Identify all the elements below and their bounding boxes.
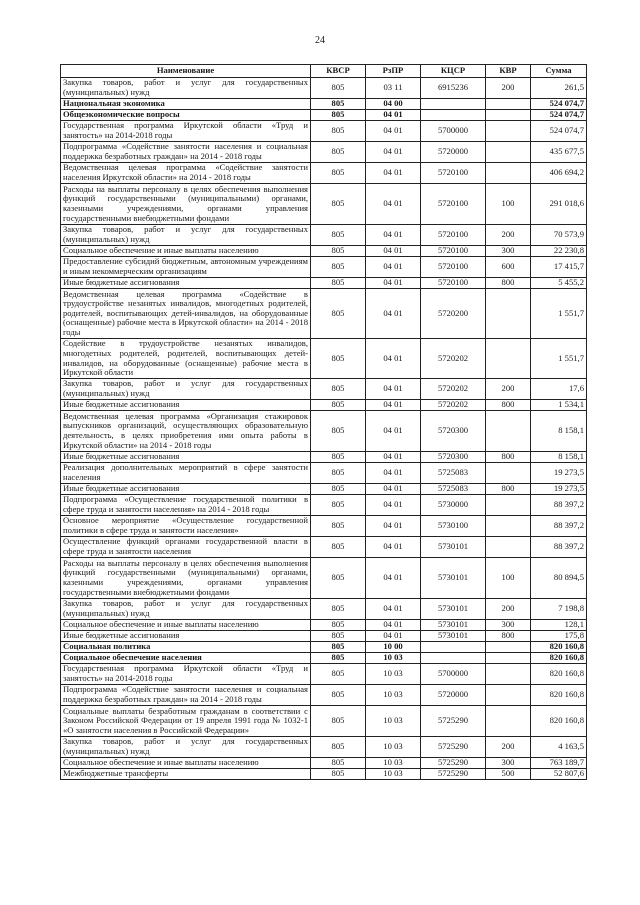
cell-sum: 1 534,1 bbox=[531, 400, 587, 411]
table-row bbox=[61, 685, 587, 706]
cell-kvr: 200 bbox=[486, 599, 531, 620]
cell-kcsr bbox=[421, 110, 486, 121]
cell-rzpr: 04 01 bbox=[366, 121, 421, 142]
cell-sum: 70 573,9 bbox=[531, 225, 587, 246]
table-header-row bbox=[61, 65, 587, 78]
cell-kvr bbox=[486, 142, 531, 163]
cell-kvsr: 805 bbox=[311, 289, 366, 339]
cell-name: Осуществление функций органами государственной власти в сфере труда и занятости населения bbox=[61, 537, 311, 558]
table-row bbox=[61, 642, 587, 653]
cell-kvr bbox=[486, 163, 531, 184]
cell-sum: 17,6 bbox=[531, 379, 587, 400]
cell-name: Социальное обеспечение и иные выплаты населению bbox=[61, 246, 311, 257]
cell-kvsr: 805 bbox=[311, 769, 366, 780]
cell-rzpr: 04 01 bbox=[366, 463, 421, 484]
cell-name: Общеэкономические вопросы bbox=[61, 110, 311, 121]
cell-kvsr: 805 bbox=[311, 706, 366, 737]
cell-kvsr: 805 bbox=[311, 184, 366, 225]
cell-kvsr: 805 bbox=[311, 495, 366, 516]
cell-kcsr: 5730101 bbox=[421, 620, 486, 631]
cell-name: Содействие в трудоустройстве незанятых инвалидов, многодетных родителей, родителей, воспитывающих детей-инвалидов, на оборудованные (оснащенные) рабочие места в Иркутской области bbox=[61, 339, 311, 379]
cell-kvr: 800 bbox=[486, 452, 531, 463]
cell-kvsr: 805 bbox=[311, 110, 366, 121]
cell-rzpr: 04 01 bbox=[366, 537, 421, 558]
cell-kcsr: 5720000 bbox=[421, 142, 486, 163]
cell-kvr bbox=[486, 121, 531, 142]
cell-kvr: 100 bbox=[486, 184, 531, 225]
cell-name: Социальное обеспечение населения bbox=[61, 653, 311, 664]
cell-sum: 7 198,8 bbox=[531, 599, 587, 620]
cell-sum: 820 160,8 bbox=[531, 664, 587, 685]
cell-name: Иные бюджетные ассигнования bbox=[61, 400, 311, 411]
cell-kvr bbox=[486, 411, 531, 452]
table-row bbox=[61, 110, 587, 121]
cell-kvsr: 805 bbox=[311, 121, 366, 142]
cell-name: Закупка товаров, работ и услуг для государственных (муниципальных) нужд bbox=[61, 737, 311, 758]
table-row bbox=[61, 400, 587, 411]
cell-kvr bbox=[486, 642, 531, 653]
table-row bbox=[61, 516, 587, 537]
cell-sum: 88 397,2 bbox=[531, 516, 587, 537]
cell-rzpr: 04 01 bbox=[366, 484, 421, 495]
cell-rzpr: 04 01 bbox=[366, 599, 421, 620]
cell-kvsr: 805 bbox=[311, 452, 366, 463]
cell-name: Реализация дополнительных мероприятий в сфере занятости населения bbox=[61, 463, 311, 484]
cell-kvr: 300 bbox=[486, 758, 531, 769]
cell-rzpr: 10 03 bbox=[366, 706, 421, 737]
cell-rzpr: 04 01 bbox=[366, 558, 421, 599]
cell-name: Закупка товаров, работ и услуг для государственных (муниципальных) нужд bbox=[61, 225, 311, 246]
cell-kcsr: 5720100 bbox=[421, 184, 486, 225]
cell-kvsr: 805 bbox=[311, 246, 366, 257]
cell-rzpr: 04 01 bbox=[366, 620, 421, 631]
cell-rzpr: 04 01 bbox=[366, 452, 421, 463]
cell-kvsr: 805 bbox=[311, 99, 366, 110]
cell-kcsr: 5725083 bbox=[421, 463, 486, 484]
cell-kvsr: 805 bbox=[311, 642, 366, 653]
cell-rzpr: 04 01 bbox=[366, 411, 421, 452]
header-name: Наименование bbox=[61, 65, 311, 78]
table-row bbox=[61, 620, 587, 631]
cell-kcsr: 6915236 bbox=[421, 78, 486, 99]
cell-sum: 8 158,1 bbox=[531, 411, 587, 452]
cell-sum: 19 273,5 bbox=[531, 463, 587, 484]
table-row bbox=[61, 142, 587, 163]
table-row bbox=[61, 631, 587, 642]
cell-kvsr: 805 bbox=[311, 278, 366, 289]
cell-name: Иные бюджетные ассигнования bbox=[61, 484, 311, 495]
cell-name: Подпрограмма «Содействие занятости населения и социальная поддержка безработных граждан» на 2014 - 2018 годы bbox=[61, 685, 311, 706]
cell-kcsr: 5720202 bbox=[421, 379, 486, 400]
cell-kvsr: 805 bbox=[311, 484, 366, 495]
table-row bbox=[61, 599, 587, 620]
header-rzpr: РзПР bbox=[366, 65, 421, 78]
cell-kcsr bbox=[421, 653, 486, 664]
cell-sum: 80 894,5 bbox=[531, 558, 587, 599]
cell-kcsr bbox=[421, 642, 486, 653]
cell-kvr: 500 bbox=[486, 769, 531, 780]
cell-kcsr: 5730101 bbox=[421, 558, 486, 599]
table-row bbox=[61, 706, 587, 737]
cell-name: Закупка товаров, работ и услуг для государственных (муниципальных) нужд bbox=[61, 379, 311, 400]
cell-kvr: 100 bbox=[486, 558, 531, 599]
table-row bbox=[61, 163, 587, 184]
cell-sum: 261,5 bbox=[531, 78, 587, 99]
cell-kvr bbox=[486, 653, 531, 664]
table-row bbox=[61, 769, 587, 780]
table-row bbox=[61, 339, 587, 379]
cell-kvsr: 805 bbox=[311, 631, 366, 642]
cell-rzpr: 04 01 bbox=[366, 631, 421, 642]
cell-kcsr: 5720100 bbox=[421, 278, 486, 289]
header-kcsr: КЦСР bbox=[421, 65, 486, 78]
cell-kvsr: 805 bbox=[311, 225, 366, 246]
cell-kvr: 200 bbox=[486, 379, 531, 400]
cell-name: Государственная программа Иркутской области «Труд и занятость» на 2014-2018 годы bbox=[61, 121, 311, 142]
cell-sum: 5 455,2 bbox=[531, 278, 587, 289]
cell-rzpr: 10 03 bbox=[366, 758, 421, 769]
cell-kcsr: 5720300 bbox=[421, 452, 486, 463]
cell-kcsr: 5725083 bbox=[421, 484, 486, 495]
cell-kvr bbox=[486, 706, 531, 737]
cell-rzpr: 10 03 bbox=[366, 664, 421, 685]
cell-name: Подпрограмма «Содействие занятости населения и социальная поддержка безработных граждан» на 2014 - 2018 годы bbox=[61, 142, 311, 163]
cell-kvsr: 805 bbox=[311, 758, 366, 769]
cell-name: Социальное обеспечение и иные выплаты населению bbox=[61, 758, 311, 769]
table-row bbox=[61, 257, 587, 278]
cell-kvsr: 805 bbox=[311, 463, 366, 484]
table-row bbox=[61, 653, 587, 664]
cell-kvr bbox=[486, 99, 531, 110]
cell-sum: 19 273,5 bbox=[531, 484, 587, 495]
cell-rzpr: 04 01 bbox=[366, 516, 421, 537]
cell-kvr: 800 bbox=[486, 631, 531, 642]
cell-sum: 88 397,2 bbox=[531, 495, 587, 516]
cell-kvr bbox=[486, 516, 531, 537]
cell-rzpr: 04 01 bbox=[366, 278, 421, 289]
cell-kcsr: 5720200 bbox=[421, 289, 486, 339]
cell-kvsr: 805 bbox=[311, 653, 366, 664]
cell-sum: 406 694,2 bbox=[531, 163, 587, 184]
cell-kvsr: 805 bbox=[311, 685, 366, 706]
cell-kvr bbox=[486, 110, 531, 121]
cell-sum: 820 160,8 bbox=[531, 642, 587, 653]
cell-name: Иные бюджетные ассигнования bbox=[61, 278, 311, 289]
cell-kcsr: 5725290 bbox=[421, 769, 486, 780]
cell-rzpr: 04 01 bbox=[366, 142, 421, 163]
cell-kvr: 600 bbox=[486, 257, 531, 278]
cell-sum: 524 074,7 bbox=[531, 99, 587, 110]
cell-name: Основное мероприятие «Осуществление государственной политики в сфере труда и занятости населения» bbox=[61, 516, 311, 537]
cell-kcsr: 5720100 bbox=[421, 225, 486, 246]
cell-sum: 763 189,7 bbox=[531, 758, 587, 769]
cell-sum: 820 160,8 bbox=[531, 706, 587, 737]
cell-kcsr: 5725290 bbox=[421, 758, 486, 769]
cell-rzpr: 10 03 bbox=[366, 653, 421, 664]
cell-name: Ведомственная целевая программа «Содействие в трудоустройстве незанятых инвалидов, многодетных родителей, родителей, воспитывающих детей-инвалидов, на оборудованные (оснащенные) рабочие места в Иркутской области» на 2014 - 2018 годы bbox=[61, 289, 311, 339]
cell-name: Закупка товаров, работ и услуг для государственных (муниципальных) нужд bbox=[61, 599, 311, 620]
header-kvsr: КВСР bbox=[311, 65, 366, 78]
table-body bbox=[61, 78, 587, 780]
table-row bbox=[61, 495, 587, 516]
table-row bbox=[61, 278, 587, 289]
table-row bbox=[61, 558, 587, 599]
table-row bbox=[61, 225, 587, 246]
cell-rzpr: 04 01 bbox=[366, 184, 421, 225]
cell-kcsr: 5720000 bbox=[421, 685, 486, 706]
cell-rzpr: 10 03 bbox=[366, 685, 421, 706]
cell-kvsr: 805 bbox=[311, 620, 366, 631]
cell-kvsr: 805 bbox=[311, 379, 366, 400]
cell-kcsr: 5730101 bbox=[421, 631, 486, 642]
cell-name: Расходы на выплаты персоналу в целях обеспечения выполнения функций государственными (муниципальными) органами, казенными учреждениями, органами управления государственными внебюджетными фондами bbox=[61, 558, 311, 599]
cell-sum: 88 397,2 bbox=[531, 537, 587, 558]
cell-kvr: 300 bbox=[486, 246, 531, 257]
cell-sum: 8 158,1 bbox=[531, 452, 587, 463]
cell-name: Социальное обеспечение и иные выплаты населению bbox=[61, 620, 311, 631]
cell-rzpr: 04 01 bbox=[366, 495, 421, 516]
cell-kcsr bbox=[421, 99, 486, 110]
cell-kvr bbox=[486, 537, 531, 558]
table-row bbox=[61, 537, 587, 558]
cell-kvsr: 805 bbox=[311, 537, 366, 558]
cell-sum: 1 551,7 bbox=[531, 339, 587, 379]
table-row bbox=[61, 452, 587, 463]
cell-name: Ведомственная целевая программа «Организация стажировок выпускников организаций, осуществляющих образовательную деятельность, в целях приобретения ими опыта работы в Иркутской области» на 2014 - 2018 годы bbox=[61, 411, 311, 452]
cell-kcsr: 5720100 bbox=[421, 163, 486, 184]
header-sum: Сумма bbox=[531, 65, 587, 78]
cell-rzpr: 04 01 bbox=[366, 257, 421, 278]
cell-name: Закупка товаров, работ и услуг для государственных (муниципальных) нужд bbox=[61, 78, 311, 99]
cell-rzpr: 04 01 bbox=[366, 225, 421, 246]
cell-rzpr: 10 00 bbox=[366, 642, 421, 653]
cell-kcsr: 5730100 bbox=[421, 516, 486, 537]
cell-name: Межбюджетные трансферты bbox=[61, 769, 311, 780]
cell-kvr bbox=[486, 339, 531, 379]
cell-rzpr: 10 03 bbox=[366, 737, 421, 758]
cell-sum: 524 074,7 bbox=[531, 110, 587, 121]
page-number: 24 bbox=[315, 35, 325, 46]
cell-sum: 175,8 bbox=[531, 631, 587, 642]
cell-sum: 524 074,7 bbox=[531, 121, 587, 142]
table-row bbox=[61, 758, 587, 769]
cell-kcsr: 5720100 bbox=[421, 257, 486, 278]
cell-rzpr: 04 01 bbox=[366, 110, 421, 121]
table-row bbox=[61, 379, 587, 400]
cell-name: Иные бюджетные ассигнования bbox=[61, 631, 311, 642]
table-row bbox=[61, 289, 587, 339]
cell-kcsr: 5725290 bbox=[421, 706, 486, 737]
cell-rzpr: 04 01 bbox=[366, 163, 421, 184]
cell-kvsr: 805 bbox=[311, 516, 366, 537]
cell-name: Социальные выплаты безработным гражданам в соответствии с Законом Российской Федерации от 19 апреля 1991 года № 1032-1 «О занятости населения в Российской Федерации» bbox=[61, 706, 311, 737]
cell-rzpr: 04 01 bbox=[366, 289, 421, 339]
cell-kvr: 300 bbox=[486, 620, 531, 631]
cell-rzpr: 10 03 bbox=[366, 769, 421, 780]
table-row bbox=[61, 463, 587, 484]
cell-name: Расходы на выплаты персоналу в целях обеспечения выполнения функций государственными (муниципальными) органами, казенными учреждениями, органами управления государственными внебюджетными фондами bbox=[61, 184, 311, 225]
cell-kvr: 200 bbox=[486, 78, 531, 99]
budget-table bbox=[60, 64, 587, 780]
cell-kvr bbox=[486, 289, 531, 339]
table-row bbox=[61, 99, 587, 110]
cell-rzpr: 03 11 bbox=[366, 78, 421, 99]
cell-kvr: 800 bbox=[486, 278, 531, 289]
cell-kvr bbox=[486, 495, 531, 516]
cell-name: Подпрограмма «Осуществление государственной политики в сфере труда и занятости населения» на 2014 - 2018 годы bbox=[61, 495, 311, 516]
table-row bbox=[61, 664, 587, 685]
cell-name: Социальная политика bbox=[61, 642, 311, 653]
cell-kvsr: 805 bbox=[311, 411, 366, 452]
cell-name: Предоставление субсидий бюджетным, автономным учреждениям и иным некоммерческим организациям bbox=[61, 257, 311, 278]
cell-sum: 291 018,6 bbox=[531, 184, 587, 225]
cell-kcsr: 5720100 bbox=[421, 246, 486, 257]
cell-kcsr: 5700000 bbox=[421, 664, 486, 685]
cell-kvsr: 805 bbox=[311, 599, 366, 620]
table-row bbox=[61, 411, 587, 452]
cell-name: Иные бюджетные ассигнования bbox=[61, 452, 311, 463]
cell-kvsr: 805 bbox=[311, 339, 366, 379]
cell-sum: 52 807,6 bbox=[531, 769, 587, 780]
cell-sum: 22 230,8 bbox=[531, 246, 587, 257]
cell-kcsr: 5720202 bbox=[421, 400, 486, 411]
cell-rzpr: 04 01 bbox=[366, 339, 421, 379]
cell-sum: 4 163,5 bbox=[531, 737, 587, 758]
cell-kcsr: 5730101 bbox=[421, 599, 486, 620]
cell-kvsr: 805 bbox=[311, 78, 366, 99]
cell-kvsr: 805 bbox=[311, 142, 366, 163]
cell-sum: 820 160,8 bbox=[531, 685, 587, 706]
cell-kcsr: 5720202 bbox=[421, 339, 486, 379]
cell-sum: 435 677,5 bbox=[531, 142, 587, 163]
cell-kcsr: 5700000 bbox=[421, 121, 486, 142]
cell-name: Ведомственная целевая программа «Содействие занятости населения Иркутской области» на 2014 - 2018 годы bbox=[61, 163, 311, 184]
cell-kvsr: 805 bbox=[311, 558, 366, 599]
cell-sum: 17 415,7 bbox=[531, 257, 587, 278]
cell-name: Национальная экономика bbox=[61, 99, 311, 110]
cell-kvr: 200 bbox=[486, 737, 531, 758]
table-row bbox=[61, 737, 587, 758]
header-kvr: КВР bbox=[486, 65, 531, 78]
cell-kvsr: 805 bbox=[311, 257, 366, 278]
cell-kvr: 800 bbox=[486, 400, 531, 411]
table-row bbox=[61, 246, 587, 257]
cell-rzpr: 04 01 bbox=[366, 400, 421, 411]
cell-kvr bbox=[486, 463, 531, 484]
cell-kvr bbox=[486, 685, 531, 706]
table-row bbox=[61, 121, 587, 142]
cell-kvr: 200 bbox=[486, 225, 531, 246]
cell-sum: 128,1 bbox=[531, 620, 587, 631]
table-row bbox=[61, 184, 587, 225]
cell-kvr bbox=[486, 664, 531, 685]
cell-kcsr: 5725290 bbox=[421, 737, 486, 758]
cell-rzpr: 04 00 bbox=[366, 99, 421, 110]
cell-kcsr: 5720300 bbox=[421, 411, 486, 452]
cell-kcsr: 5730000 bbox=[421, 495, 486, 516]
cell-sum: 820 160,8 bbox=[531, 653, 587, 664]
cell-kvsr: 805 bbox=[311, 737, 366, 758]
cell-rzpr: 04 01 bbox=[366, 246, 421, 257]
cell-kvr: 800 bbox=[486, 484, 531, 495]
table-row bbox=[61, 484, 587, 495]
cell-kcsr: 5730101 bbox=[421, 537, 486, 558]
cell-kvsr: 805 bbox=[311, 664, 366, 685]
cell-name: Государственная программа Иркутской области «Труд и занятость» на 2014-2018 годы bbox=[61, 664, 311, 685]
cell-kvsr: 805 bbox=[311, 400, 366, 411]
cell-sum: 1 551,7 bbox=[531, 289, 587, 339]
cell-kvsr: 805 bbox=[311, 163, 366, 184]
table-row bbox=[61, 78, 587, 99]
cell-rzpr: 04 01 bbox=[366, 379, 421, 400]
